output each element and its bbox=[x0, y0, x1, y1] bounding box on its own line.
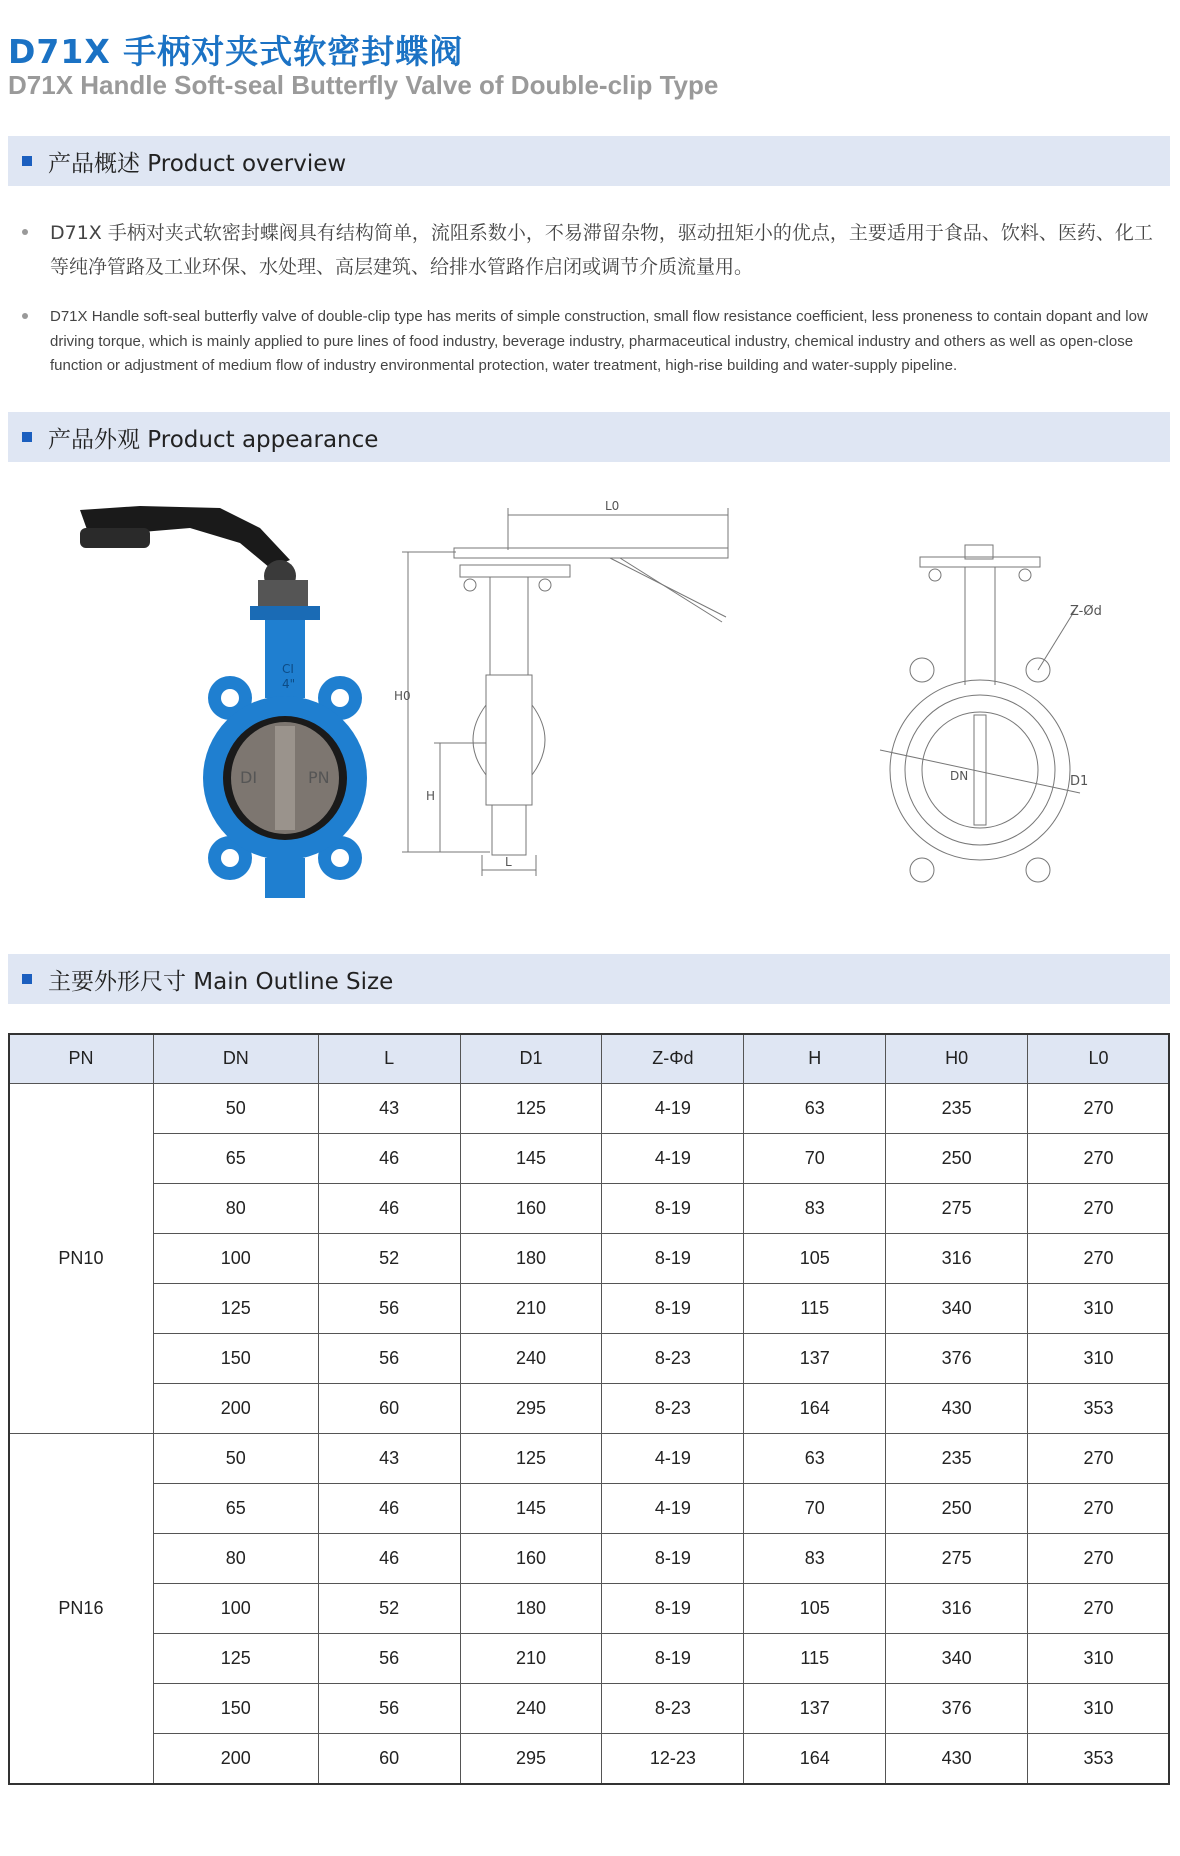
front-view-drawing bbox=[870, 515, 1170, 905]
col-header-l0: L0 bbox=[1028, 1034, 1170, 1084]
label-dn: DN bbox=[950, 769, 969, 783]
table-cell: 430 bbox=[886, 1734, 1028, 1784]
side-view-drawing bbox=[394, 499, 870, 920]
table-row bbox=[9, 1484, 1170, 1534]
table-cell: 353 bbox=[1028, 1384, 1170, 1434]
table-cell: 240 bbox=[460, 1334, 602, 1384]
table-cell: 275 bbox=[886, 1534, 1028, 1584]
table-cell: 275 bbox=[886, 1184, 1028, 1234]
table-cell: 46 bbox=[318, 1534, 460, 1584]
overview-text-en: D71X Handle soft-seal butterfly valve of double-clip type has merits of simple construction, small flow resistance coefficient, less proneness to contain dopant and low driving torque, which is mainly applied to pure lines of food industry, beverage industry, pharmaceutical industry, chemical industry and others as well as open-close function or adjustment of medium flow of industry environmental protection, water treatment, high-rise building and water-supply pipeline. bbox=[50, 308, 1148, 374]
lug-hole bbox=[910, 858, 934, 882]
table-cell: 8-19 bbox=[602, 1634, 744, 1684]
gear-plate bbox=[258, 580, 308, 610]
table-cell: 63 bbox=[744, 1084, 886, 1134]
table-cell: 50 bbox=[153, 1084, 318, 1134]
table-cell: 270 bbox=[1028, 1134, 1170, 1184]
table-row bbox=[9, 1534, 1170, 1584]
cast-mark-2: 4" bbox=[282, 677, 296, 691]
table-cell: 340 bbox=[886, 1634, 1028, 1684]
leader-d1 bbox=[880, 750, 1080, 793]
table-cell: 115 bbox=[744, 1284, 886, 1334]
table-cell: 125 bbox=[460, 1434, 602, 1484]
bolt bbox=[464, 579, 476, 591]
section-appearance bbox=[8, 412, 1170, 462]
table-cell: 4-19 bbox=[602, 1134, 744, 1184]
label-h0: H0 bbox=[394, 689, 411, 703]
table-cell: 50 bbox=[153, 1434, 318, 1484]
table-cell: 270 bbox=[1028, 1184, 1170, 1234]
table-cell: 4-19 bbox=[602, 1084, 744, 1134]
table-cell: 150 bbox=[153, 1684, 318, 1734]
table-cell: 310 bbox=[1028, 1284, 1170, 1334]
seat-inner bbox=[922, 712, 1038, 828]
table-cell: 8-19 bbox=[602, 1584, 744, 1634]
table-row bbox=[9, 1634, 1170, 1684]
table-cell: 4-19 bbox=[602, 1434, 744, 1484]
dot-bullet-icon bbox=[22, 313, 28, 319]
section-overview bbox=[8, 136, 1170, 186]
table-cell: 210 bbox=[460, 1634, 602, 1684]
table-cell: 200 bbox=[153, 1734, 318, 1784]
table-cell: 8-19 bbox=[602, 1284, 744, 1334]
outline-size-table bbox=[8, 1033, 1170, 1784]
table-row bbox=[9, 1184, 1170, 1234]
section-outline-title: 主要外形尺寸 Main Outline Size bbox=[48, 968, 394, 995]
disc-curve bbox=[532, 705, 545, 775]
table-row bbox=[9, 1734, 1170, 1784]
table-cell: 240 bbox=[460, 1684, 602, 1734]
col-header-dn: DN bbox=[153, 1034, 318, 1084]
body-mark-2: PN bbox=[308, 768, 330, 787]
table-cell: 137 bbox=[744, 1334, 886, 1384]
col-header-pn: PN bbox=[9, 1034, 154, 1084]
table-cell: 100 bbox=[153, 1584, 318, 1634]
bolt bbox=[539, 579, 551, 591]
table-cell: 125 bbox=[460, 1084, 602, 1134]
lug-hole bbox=[221, 689, 239, 707]
table-cell: 56 bbox=[318, 1284, 460, 1334]
label-h: H bbox=[426, 789, 436, 803]
table-cell: 46 bbox=[318, 1484, 460, 1534]
table-cell: 83 bbox=[744, 1534, 886, 1584]
table-cell: 125 bbox=[153, 1634, 318, 1684]
table-cell: 65 bbox=[153, 1484, 318, 1534]
table-row bbox=[9, 1084, 1170, 1134]
lug-hole bbox=[1026, 858, 1050, 882]
table-cell: 180 bbox=[460, 1234, 602, 1284]
table-cell: 52 bbox=[318, 1234, 460, 1284]
table-cell: 60 bbox=[318, 1384, 460, 1434]
body-mark-1: DI bbox=[240, 768, 258, 787]
seat-outer bbox=[905, 695, 1055, 845]
bottom-stem bbox=[492, 805, 526, 855]
table-cell: 8-23 bbox=[602, 1384, 744, 1434]
table-cell: 235 bbox=[886, 1084, 1028, 1134]
table-cell: 100 bbox=[153, 1234, 318, 1284]
leader-zd bbox=[1038, 610, 1075, 670]
table-cell: 160 bbox=[460, 1534, 602, 1584]
table-row bbox=[9, 1434, 1170, 1484]
table-cell: 12-23 bbox=[602, 1734, 744, 1784]
handle-grip bbox=[80, 528, 150, 548]
table-cell: 150 bbox=[153, 1334, 318, 1384]
table-cell: 80 bbox=[153, 1534, 318, 1584]
table-cell: 200 bbox=[153, 1384, 318, 1434]
table-cell: 4-19 bbox=[602, 1484, 744, 1534]
col-header-d1: D1 bbox=[460, 1034, 602, 1084]
table-row bbox=[9, 1234, 1170, 1284]
table-cell: 8-19 bbox=[602, 1234, 744, 1284]
table-cell: 8-19 bbox=[602, 1184, 744, 1234]
top-flange bbox=[250, 606, 320, 620]
section-overview-title: 产品概述 Product overview bbox=[48, 150, 347, 177]
body-outline bbox=[486, 675, 532, 805]
table-cell: 270 bbox=[1028, 1484, 1170, 1534]
table-row bbox=[9, 1584, 1170, 1634]
table-row bbox=[9, 1284, 1170, 1334]
col-header-h0: H0 bbox=[886, 1034, 1028, 1084]
table-cell: 164 bbox=[744, 1384, 886, 1434]
disc-curve bbox=[473, 705, 486, 775]
table-cell: 8-19 bbox=[602, 1534, 744, 1584]
top-plate bbox=[460, 565, 570, 577]
table-cell: 43 bbox=[318, 1084, 460, 1134]
pn-cell: PN16 bbox=[9, 1434, 154, 1784]
table-row bbox=[9, 1134, 1170, 1184]
table-cell: 376 bbox=[886, 1334, 1028, 1384]
square-bullet-icon bbox=[22, 432, 32, 442]
table-cell: 180 bbox=[460, 1584, 602, 1634]
body-outer bbox=[890, 680, 1070, 860]
label-d1: D1 bbox=[1070, 774, 1089, 789]
table-cell: 137 bbox=[744, 1684, 886, 1734]
table-cell: 316 bbox=[886, 1234, 1028, 1284]
table-cell: 105 bbox=[744, 1234, 886, 1284]
bolt bbox=[1019, 569, 1031, 581]
lug-hole bbox=[331, 849, 349, 867]
table-cell: 43 bbox=[318, 1434, 460, 1484]
table-cell: 340 bbox=[886, 1284, 1028, 1334]
table-row bbox=[9, 1684, 1170, 1734]
table-cell: 105 bbox=[744, 1584, 886, 1634]
overview-text-cn: D71X 手柄对夹式软密封蝶阀具有结构简单，流阻系数小，不易滞留杂物，驱动扭矩小的优点，主要适用于食品、饮料、医药、化工等纯净管路及工业环保、水处理、高层建筑、给排水管路作启闭或调节介质流量用。 bbox=[50, 222, 1153, 278]
table-cell: 270 bbox=[1028, 1534, 1170, 1584]
handle-lever-line bbox=[610, 558, 726, 617]
table-cell: 115 bbox=[744, 1634, 886, 1684]
square-bullet-icon bbox=[22, 974, 32, 984]
handle-lever-line bbox=[620, 558, 722, 622]
table-cell: 310 bbox=[1028, 1634, 1170, 1684]
bolt bbox=[929, 569, 941, 581]
square-bullet-icon bbox=[22, 156, 32, 166]
table-cell: 70 bbox=[744, 1484, 886, 1534]
pn-cell: PN10 bbox=[9, 1084, 154, 1434]
product-photo bbox=[70, 498, 400, 923]
table-cell: 270 bbox=[1028, 1084, 1170, 1134]
table-cell: 65 bbox=[153, 1134, 318, 1184]
table-cell: 46 bbox=[318, 1184, 460, 1234]
table-cell: 235 bbox=[886, 1434, 1028, 1484]
col-header-zd: Z-Φd bbox=[602, 1034, 744, 1084]
section-appearance-title: 产品外观 Product appearance bbox=[48, 426, 379, 453]
label-zd: Z-Ød bbox=[1070, 604, 1102, 619]
page-subtitle: D71X Handle Soft-seal Butterfly Valve of Double-clip Type bbox=[8, 70, 719, 100]
table-cell: 56 bbox=[318, 1684, 460, 1734]
table-row bbox=[9, 1384, 1170, 1434]
table-cell: 145 bbox=[460, 1134, 602, 1184]
table-row bbox=[9, 1334, 1170, 1384]
section-outline bbox=[8, 954, 1170, 1004]
table-cell: 160 bbox=[460, 1184, 602, 1234]
table-cell: 270 bbox=[1028, 1234, 1170, 1284]
table-cell: 125 bbox=[153, 1284, 318, 1334]
table-cell: 250 bbox=[886, 1484, 1028, 1534]
disc-hub bbox=[275, 726, 295, 830]
table-cell: 60 bbox=[318, 1734, 460, 1784]
table-cell: 46 bbox=[318, 1134, 460, 1184]
table-cell: 295 bbox=[460, 1734, 602, 1784]
table-cell: 316 bbox=[886, 1584, 1028, 1634]
lug-hole bbox=[910, 658, 934, 682]
table-cell: 376 bbox=[886, 1684, 1028, 1734]
table-cell: 310 bbox=[1028, 1684, 1170, 1734]
table-cell: 8-23 bbox=[602, 1684, 744, 1734]
table-cell: 310 bbox=[1028, 1334, 1170, 1384]
lug-hole bbox=[221, 849, 239, 867]
table-cell: 80 bbox=[153, 1184, 318, 1234]
table-cell: 210 bbox=[460, 1284, 602, 1334]
table-cell: 250 bbox=[886, 1134, 1028, 1184]
table-cell: 145 bbox=[460, 1484, 602, 1534]
col-header-l: L bbox=[318, 1034, 460, 1084]
table-header-row bbox=[9, 1034, 1170, 1084]
table-cell: 83 bbox=[744, 1184, 886, 1234]
table-cell: 295 bbox=[460, 1384, 602, 1434]
page-title: D71X 手柄对夹式软密封蝶阀 bbox=[8, 32, 464, 71]
dot-bullet-icon bbox=[22, 229, 28, 235]
cast-mark-1: CI bbox=[282, 662, 294, 676]
table-cell: 63 bbox=[744, 1434, 886, 1484]
table-cell: 56 bbox=[318, 1634, 460, 1684]
table-cell: 353 bbox=[1028, 1734, 1170, 1784]
label-l: L bbox=[505, 855, 512, 869]
table-cell: 8-23 bbox=[602, 1334, 744, 1384]
table-cell: 164 bbox=[744, 1734, 886, 1784]
table-cell: 270 bbox=[1028, 1434, 1170, 1484]
table-cell: 270 bbox=[1028, 1584, 1170, 1634]
table-cell: 52 bbox=[318, 1584, 460, 1634]
bottom-neck bbox=[265, 858, 305, 898]
label-l0: L0 bbox=[605, 499, 620, 513]
col-header-h: H bbox=[744, 1034, 886, 1084]
table-cell: 56 bbox=[318, 1334, 460, 1384]
disc-stem bbox=[974, 715, 986, 825]
table-cell: 430 bbox=[886, 1384, 1028, 1434]
handle-bar-outline bbox=[454, 548, 728, 558]
lug-hole bbox=[331, 689, 349, 707]
table-cell: 70 bbox=[744, 1134, 886, 1184]
